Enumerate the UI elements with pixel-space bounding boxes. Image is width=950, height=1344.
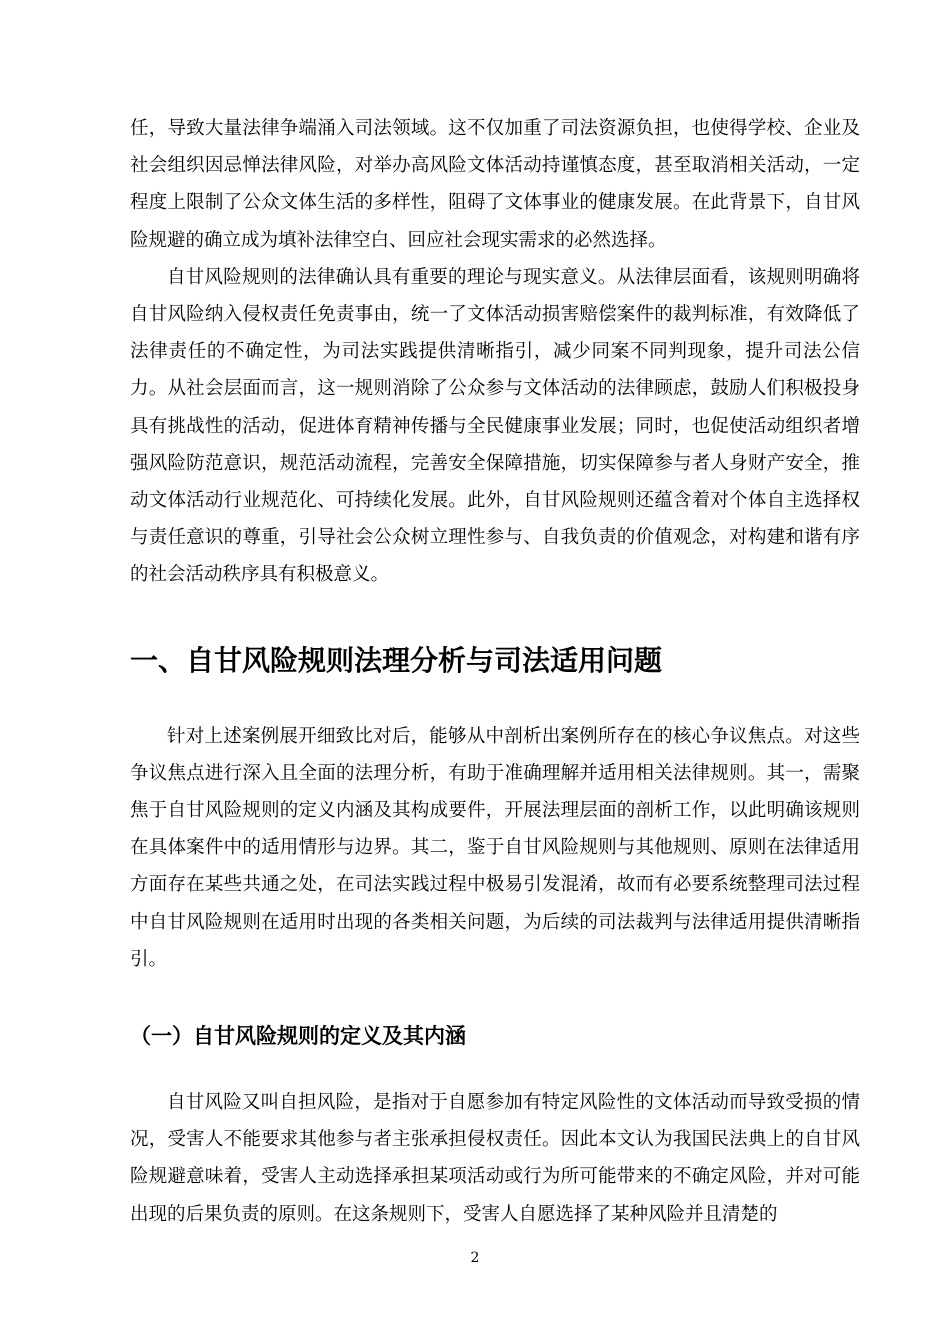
section-heading: 一、自甘风险规则法理分析与司法适用问题 [130,643,663,677]
page-number: 2 [470,1250,480,1266]
section-paragraph: 针对上述案例展开细致比对后，能够从中剖析出案例所存在的核心争议焦点。对这些争议焦点进行深入且全面的法理分析，有助于准确理解并适用相关法律规则。其一，需聚焦于自甘风险规则的定义内涵及其构成要件，开展法理层面的剖析工作，以此明确该规则在具体案件中的适用情形与边界。其二，鉴于自甘风险规则与其他规则、原则在法律适用方面存在某些共通之处，在司法实践过程中极易引发混淆，故而有必要系统整理司法过程中自甘风险规则在适用时出现的各类相关问题，为后续的司法裁判与法律适用提供清晰指引。 [130,725,860,970]
paragraph-continuation: 任，导致大量法律争端涌入司法领域。这不仅加重了司法资源负担，也使得学校、企业及社会组织因忌惮法律风险，对举办高风险文体活动持谨慎态度，甚至取消相关活动，一定程度上限制了公众文体生活的多样性，阻碍了文体事业的健康发展。在此背景下，自甘风险规避的确立成为填补法律空白、回应社会现实需求的必然选择。 [130,118,860,251]
subsection-heading: （一）自甘风险规则的定义及其内涵 [130,1024,466,1049]
paragraph-significance: 自甘风险规则的法律确认具有重要的理论与现实意义。从法律层面看，该规则明确将自甘风险纳入侵权责任免责事由，统一了文体活动损害赔偿案件的裁判标准，有效降低了法律责任的不确定性，为司法实践提供清晰指引，减少同案不同判现象，提升司法公信力。从社会层面而言，这一规则消除了公众参与文体活动的法律顾虑，鼓励人们积极投身具有挑战性的活动，促进体育精神传播与全民健康事业发展；同时，也促使活动组织者增强风险防范意识，规范活动流程，完善安全保障措施，切实保障参与者人身财产安全，推动文体活动行业规范化、可持续化发展。此外，自甘风险规则还蕴含着对个体自主选择权与责任意识的尊重，引导社会公众树立理性参与、自我负责的价值观念，对构建和谐有序的社会活动秩序具有积极意义。 [130,266,860,586]
document-page [130,110,860,1233]
subsection-paragraph: 自甘风险又叫自担风险，是指对于自愿参加有特定风险性的文体活动而导致受损的情况，受害人不能要求其他参与者主张承担侵权责任。因此本文认为我国民法典上的自甘风险规避意味着，受害人主动选择承担某项活动或行为所可能带来的不确定风险，并对可能出现的后果负责的原则。在这条规则下，受害人自愿选择了某种风险并且清楚的 [130,1092,860,1225]
